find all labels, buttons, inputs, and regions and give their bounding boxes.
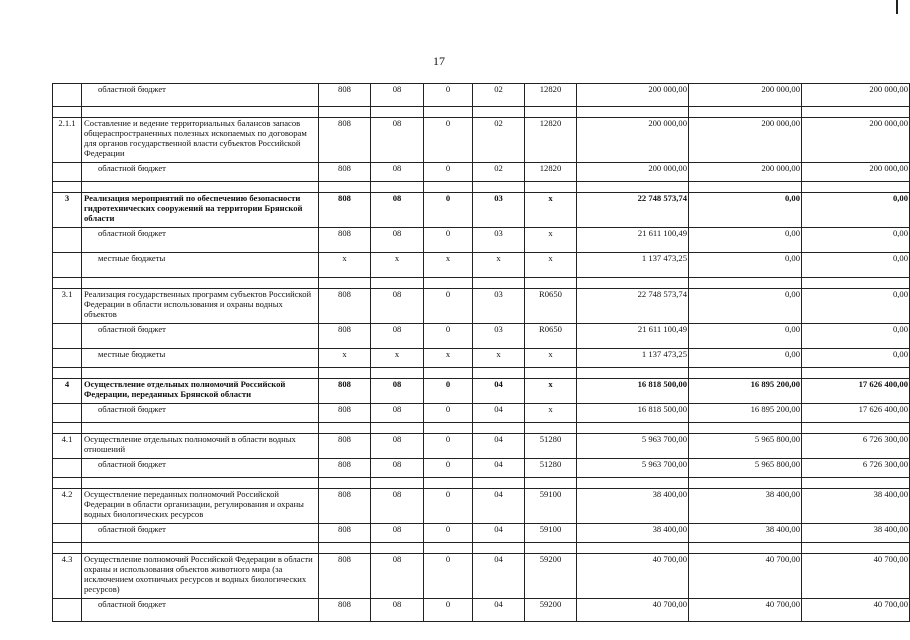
code-section-cell: х bbox=[371, 253, 424, 278]
row-number-cell bbox=[53, 404, 82, 423]
code-direction-cell: 59100 bbox=[525, 524, 577, 543]
spacer-cell bbox=[802, 368, 910, 379]
code-direction-cell: R0650 bbox=[525, 324, 577, 349]
code-program-cell: 0 bbox=[424, 404, 473, 423]
spacer-cell bbox=[577, 182, 689, 193]
code-direction-cell: х bbox=[525, 379, 577, 404]
spacer-cell bbox=[689, 368, 802, 379]
code-direction-cell: 12820 bbox=[525, 163, 577, 182]
spacer-cell bbox=[82, 423, 319, 434]
code-direction-cell: 12820 bbox=[525, 118, 577, 163]
code-subprogram-cell: 03 bbox=[473, 193, 525, 228]
code-grbs-cell: 808 bbox=[319, 379, 371, 404]
row-number-cell bbox=[53, 599, 82, 622]
code-grbs-cell: 808 bbox=[319, 434, 371, 459]
spacer-cell bbox=[371, 182, 424, 193]
spacer-cell bbox=[689, 423, 802, 434]
code-direction-cell: х bbox=[525, 349, 577, 368]
row-number-cell bbox=[53, 459, 82, 478]
amount-year1-cell: 200 000,00 bbox=[577, 84, 689, 107]
spacer-cell bbox=[82, 543, 319, 554]
spacer-cell bbox=[82, 107, 319, 118]
description-cell: областной бюджет bbox=[82, 524, 319, 543]
spacer-cell bbox=[53, 278, 82, 289]
spacer-cell bbox=[802, 543, 910, 554]
amount-year1-cell: 16 818 500,00 bbox=[577, 404, 689, 423]
amount-year1-cell: 22 748 573,74 bbox=[577, 193, 689, 228]
code-program-cell: 0 bbox=[424, 434, 473, 459]
spacer-cell bbox=[319, 368, 371, 379]
description-cell: местные бюджеты bbox=[82, 349, 319, 368]
code-program-cell: 0 bbox=[424, 524, 473, 543]
spacer-row bbox=[53, 368, 910, 379]
code-subprogram-cell: 04 bbox=[473, 459, 525, 478]
amount-year2-cell: 5 965 800,00 bbox=[689, 434, 802, 459]
code-program-cell: 0 bbox=[424, 289, 473, 324]
description-cell: Осуществление отдельных полномочий Российской Федерации, переданных Брянской области bbox=[82, 379, 319, 404]
code-direction-cell: R0650 bbox=[525, 289, 577, 324]
description-cell: областной бюджет bbox=[82, 84, 319, 107]
spacer-cell bbox=[689, 478, 802, 489]
amount-year3-cell: 6 726 300,00 bbox=[802, 459, 910, 478]
amount-year2-cell: 16 895 200,00 bbox=[689, 379, 802, 404]
code-direction-cell: 59200 bbox=[525, 554, 577, 599]
spacer-cell bbox=[53, 182, 82, 193]
spacer-cell bbox=[53, 423, 82, 434]
table-row bbox=[53, 324, 910, 349]
spacer-cell bbox=[424, 543, 473, 554]
amount-year2-cell: 200 000,00 bbox=[689, 163, 802, 182]
code-grbs-cell: 808 bbox=[319, 554, 371, 599]
code-section-cell: 08 bbox=[371, 459, 424, 478]
code-section-cell: 08 bbox=[371, 524, 424, 543]
spacer-row bbox=[53, 543, 910, 554]
spacer-cell bbox=[371, 107, 424, 118]
code-direction-cell: х bbox=[525, 228, 577, 253]
code-program-cell: х bbox=[424, 253, 473, 278]
spacer-cell bbox=[802, 478, 910, 489]
spacer-cell bbox=[525, 478, 577, 489]
description-cell: местные бюджеты bbox=[82, 253, 319, 278]
spacer-row bbox=[53, 423, 910, 434]
spacer-cell bbox=[577, 423, 689, 434]
spacer-cell bbox=[371, 543, 424, 554]
amount-year2-cell: 38 400,00 bbox=[689, 524, 802, 543]
amount-year1-cell: 38 400,00 bbox=[577, 524, 689, 543]
code-section-cell: 08 bbox=[371, 118, 424, 163]
amount-year2-cell: 40 700,00 bbox=[689, 554, 802, 599]
amount-year2-cell: 38 400,00 bbox=[689, 489, 802, 524]
spacer-cell bbox=[802, 182, 910, 193]
table-row bbox=[53, 163, 910, 182]
amount-year2-cell: 0,00 bbox=[689, 228, 802, 253]
spacer-cell bbox=[473, 423, 525, 434]
code-direction-cell: 59200 bbox=[525, 599, 577, 622]
spacer-cell bbox=[319, 278, 371, 289]
table-row bbox=[53, 459, 910, 478]
spacer-cell bbox=[53, 368, 82, 379]
spacer-cell bbox=[577, 368, 689, 379]
spacer-cell bbox=[473, 368, 525, 379]
code-section-cell: 08 bbox=[371, 379, 424, 404]
row-number-cell: 3.1 bbox=[53, 289, 82, 324]
amount-year1-cell: 40 700,00 bbox=[577, 554, 689, 599]
amount-year3-cell: 0,00 bbox=[802, 289, 910, 324]
code-grbs-cell: 808 bbox=[319, 289, 371, 324]
code-subprogram-cell: 04 bbox=[473, 379, 525, 404]
description-cell: областной бюджет bbox=[82, 459, 319, 478]
code-subprogram-cell: х bbox=[473, 253, 525, 278]
code-subprogram-cell: 03 bbox=[473, 324, 525, 349]
table-row bbox=[53, 118, 910, 163]
code-subprogram-cell: 04 bbox=[473, 524, 525, 543]
code-subprogram-cell: 04 bbox=[473, 599, 525, 622]
spacer-row bbox=[53, 278, 910, 289]
spacer-row bbox=[53, 182, 910, 193]
row-number-cell: 2.1.1 bbox=[53, 118, 82, 163]
spacer-cell bbox=[689, 107, 802, 118]
code-program-cell: х bbox=[424, 349, 473, 368]
code-direction-cell: х bbox=[525, 404, 577, 423]
spacer-cell bbox=[525, 107, 577, 118]
amount-year1-cell: 22 748 573,74 bbox=[577, 289, 689, 324]
code-section-cell: 08 bbox=[371, 434, 424, 459]
row-number-cell: 3 bbox=[53, 193, 82, 228]
budget-table bbox=[52, 83, 910, 622]
spacer-cell bbox=[319, 423, 371, 434]
table-row bbox=[53, 489, 910, 524]
spacer-cell bbox=[802, 423, 910, 434]
amount-year2-cell: 5 965 800,00 bbox=[689, 459, 802, 478]
code-grbs-cell: 808 bbox=[319, 163, 371, 182]
description-cell: областной бюджет bbox=[82, 228, 319, 253]
table-row bbox=[53, 84, 910, 107]
amount-year3-cell: 17 626 400,00 bbox=[802, 404, 910, 423]
code-program-cell: 0 bbox=[424, 599, 473, 622]
spacer-cell bbox=[525, 278, 577, 289]
spacer-cell bbox=[371, 423, 424, 434]
table-row bbox=[53, 554, 910, 599]
code-subprogram-cell: 04 bbox=[473, 489, 525, 524]
code-direction-cell: х bbox=[525, 193, 577, 228]
spacer-cell bbox=[424, 107, 473, 118]
amount-year3-cell: 0,00 bbox=[802, 324, 910, 349]
row-number-cell: 4.2 bbox=[53, 489, 82, 524]
description-cell: областной бюджет bbox=[82, 599, 319, 622]
spacer-cell bbox=[424, 278, 473, 289]
description-cell: Осуществление полномочий Российской Федерации в области охраны и использования объектов животного мира (за исключением охотничьих ресурсов и водных биологических ресурсов) bbox=[82, 554, 319, 599]
amount-year1-cell: 16 818 500,00 bbox=[577, 379, 689, 404]
spacer-cell bbox=[577, 478, 689, 489]
spacer-cell bbox=[473, 543, 525, 554]
table-row bbox=[53, 434, 910, 459]
spacer-cell bbox=[82, 478, 319, 489]
spacer-cell bbox=[577, 543, 689, 554]
code-grbs-cell: 808 bbox=[319, 324, 371, 349]
amount-year3-cell: 6 726 300,00 bbox=[802, 434, 910, 459]
row-number-cell: 4 bbox=[53, 379, 82, 404]
code-program-cell: 0 bbox=[424, 324, 473, 349]
amount-year3-cell: 200 000,00 bbox=[802, 118, 910, 163]
description-cell: Осуществление переданных полномочий Российской Федерации в области организации, регулирования и охраны водных биологических ресурсов bbox=[82, 489, 319, 524]
spacer-cell bbox=[319, 478, 371, 489]
row-number-cell: 4.1 bbox=[53, 434, 82, 459]
code-direction-cell: х bbox=[525, 253, 577, 278]
amount-year1-cell: 5 963 700,00 bbox=[577, 434, 689, 459]
amount-year1-cell: 21 611 100,49 bbox=[577, 228, 689, 253]
amount-year2-cell: 0,00 bbox=[689, 289, 802, 324]
spacer-cell bbox=[82, 368, 319, 379]
code-section-cell: 08 bbox=[371, 599, 424, 622]
code-subprogram-cell: 03 bbox=[473, 289, 525, 324]
spacer-cell bbox=[802, 107, 910, 118]
row-number-cell: 4.3 bbox=[53, 554, 82, 599]
spacer-cell bbox=[53, 107, 82, 118]
amount-year3-cell: 38 400,00 bbox=[802, 489, 910, 524]
spacer-cell bbox=[371, 368, 424, 379]
table-row bbox=[53, 379, 910, 404]
amount-year2-cell: 200 000,00 bbox=[689, 84, 802, 107]
code-subprogram-cell: х bbox=[473, 349, 525, 368]
amount-year3-cell: 200 000,00 bbox=[802, 163, 910, 182]
code-grbs-cell: 808 bbox=[319, 524, 371, 543]
code-grbs-cell: 808 bbox=[319, 404, 371, 423]
spacer-row bbox=[53, 107, 910, 118]
table-row bbox=[53, 349, 910, 368]
code-program-cell: 0 bbox=[424, 554, 473, 599]
spacer-cell bbox=[473, 478, 525, 489]
amount-year3-cell: 0,00 bbox=[802, 349, 910, 368]
spacer-cell bbox=[525, 182, 577, 193]
table-row bbox=[53, 228, 910, 253]
code-section-cell: 08 bbox=[371, 289, 424, 324]
code-section-cell: 08 bbox=[371, 163, 424, 182]
amount-year3-cell: 38 400,00 bbox=[802, 524, 910, 543]
code-grbs-cell: 808 bbox=[319, 599, 371, 622]
description-cell: Реализация мероприятий по обеспечению безопасности гидротехнических сооружений на территории Брянской области bbox=[82, 193, 319, 228]
spacer-cell bbox=[473, 182, 525, 193]
code-program-cell: 0 bbox=[424, 379, 473, 404]
code-grbs-cell: 808 bbox=[319, 489, 371, 524]
spacer-cell bbox=[525, 423, 577, 434]
amount-year3-cell: 0,00 bbox=[802, 228, 910, 253]
amount-year3-cell: 40 700,00 bbox=[802, 599, 910, 622]
spacer-cell bbox=[689, 543, 802, 554]
spacer-cell bbox=[577, 107, 689, 118]
spacer-cell bbox=[53, 478, 82, 489]
amount-year3-cell: 0,00 bbox=[802, 253, 910, 278]
description-cell: Составление и ведение территориальных балансов запасов общераспространенных полезных ископаемых по договорам для органов государственной власти субъектов Российской Федерации bbox=[82, 118, 319, 163]
spacer-cell bbox=[319, 182, 371, 193]
code-section-cell: 08 bbox=[371, 489, 424, 524]
spacer-cell bbox=[82, 182, 319, 193]
spacer-cell bbox=[525, 543, 577, 554]
amount-year1-cell: 40 700,00 bbox=[577, 599, 689, 622]
amount-year2-cell: 200 000,00 bbox=[689, 118, 802, 163]
description-cell: областной бюджет bbox=[82, 324, 319, 349]
code-subprogram-cell: 02 bbox=[473, 163, 525, 182]
code-subprogram-cell: 02 bbox=[473, 84, 525, 107]
code-direction-cell: 12820 bbox=[525, 84, 577, 107]
code-direction-cell: 59100 bbox=[525, 489, 577, 524]
table-row bbox=[53, 289, 910, 324]
amount-year2-cell: 16 895 200,00 bbox=[689, 404, 802, 423]
code-section-cell: х bbox=[371, 349, 424, 368]
description-cell: Реализация государственных программ субъектов Российской Федерации в области использования и охраны водных объектов bbox=[82, 289, 319, 324]
code-program-cell: 0 bbox=[424, 228, 473, 253]
row-number-cell bbox=[53, 228, 82, 253]
table-row bbox=[53, 599, 910, 622]
code-grbs-cell: 808 bbox=[319, 118, 371, 163]
amount-year1-cell: 5 963 700,00 bbox=[577, 459, 689, 478]
code-section-cell: 08 bbox=[371, 324, 424, 349]
amount-year3-cell: 40 700,00 bbox=[802, 554, 910, 599]
code-program-cell: 0 bbox=[424, 163, 473, 182]
spacer-cell bbox=[424, 368, 473, 379]
spacer-cell bbox=[371, 478, 424, 489]
row-number-cell bbox=[53, 349, 82, 368]
code-direction-cell: 51280 bbox=[525, 434, 577, 459]
amount-year2-cell: 0,00 bbox=[689, 324, 802, 349]
page-number: 17 bbox=[433, 54, 445, 68]
row-number-cell bbox=[53, 524, 82, 543]
code-program-cell: 0 bbox=[424, 118, 473, 163]
amount-year2-cell: 40 700,00 bbox=[689, 599, 802, 622]
spacer-row bbox=[53, 478, 910, 489]
spacer-cell bbox=[802, 278, 910, 289]
spacer-cell bbox=[689, 182, 802, 193]
amount-year1-cell: 1 137 473,25 bbox=[577, 253, 689, 278]
code-grbs-cell: 808 bbox=[319, 193, 371, 228]
amount-year1-cell: 1 137 473,25 bbox=[577, 349, 689, 368]
spacer-cell bbox=[473, 278, 525, 289]
spacer-cell bbox=[319, 107, 371, 118]
code-subprogram-cell: 04 bbox=[473, 404, 525, 423]
code-subprogram-cell: 03 bbox=[473, 228, 525, 253]
code-subprogram-cell: 04 bbox=[473, 434, 525, 459]
spacer-cell bbox=[525, 368, 577, 379]
amount-year3-cell: 200 000,00 bbox=[802, 84, 910, 107]
code-section-cell: 08 bbox=[371, 404, 424, 423]
amount-year1-cell: 38 400,00 bbox=[577, 489, 689, 524]
code-direction-cell: 51280 bbox=[525, 459, 577, 478]
code-section-cell: 08 bbox=[371, 554, 424, 599]
code-grbs-cell: х bbox=[319, 349, 371, 368]
spacer-cell bbox=[424, 182, 473, 193]
code-grbs-cell: 808 bbox=[319, 459, 371, 478]
row-number-cell bbox=[53, 163, 82, 182]
amount-year1-cell: 200 000,00 bbox=[577, 118, 689, 163]
table-body bbox=[53, 84, 910, 622]
spacer-cell bbox=[424, 478, 473, 489]
code-program-cell: 0 bbox=[424, 489, 473, 524]
code-grbs-cell: х bbox=[319, 253, 371, 278]
code-program-cell: 0 bbox=[424, 193, 473, 228]
table-row bbox=[53, 193, 910, 228]
amount-year1-cell: 200 000,00 bbox=[577, 163, 689, 182]
code-grbs-cell: 808 bbox=[319, 84, 371, 107]
table-row bbox=[53, 253, 910, 278]
spacer-cell bbox=[689, 278, 802, 289]
table-row bbox=[53, 524, 910, 543]
code-subprogram-cell: 04 bbox=[473, 554, 525, 599]
code-section-cell: 08 bbox=[371, 84, 424, 107]
spacer-cell bbox=[82, 278, 319, 289]
code-program-cell: 0 bbox=[424, 459, 473, 478]
amount-year3-cell: 17 626 400,00 bbox=[802, 379, 910, 404]
row-number-cell bbox=[53, 253, 82, 278]
spacer-cell bbox=[473, 107, 525, 118]
amount-year2-cell: 0,00 bbox=[689, 253, 802, 278]
spacer-cell bbox=[371, 278, 424, 289]
code-subprogram-cell: 02 bbox=[473, 118, 525, 163]
amount-year1-cell: 21 611 100,49 bbox=[577, 324, 689, 349]
spacer-cell bbox=[319, 543, 371, 554]
code-section-cell: 08 bbox=[371, 193, 424, 228]
row-number-cell bbox=[53, 84, 82, 107]
table-row bbox=[53, 404, 910, 423]
spacer-cell bbox=[577, 278, 689, 289]
description-cell: Осуществление отдельных полномочий в области водных отношений bbox=[82, 434, 319, 459]
amount-year2-cell: 0,00 bbox=[689, 193, 802, 228]
code-grbs-cell: 808 bbox=[319, 228, 371, 253]
spacer-cell bbox=[424, 423, 473, 434]
spacer-cell bbox=[53, 543, 82, 554]
amount-year2-cell: 0,00 bbox=[689, 349, 802, 368]
scan-edge-mark bbox=[896, 0, 898, 14]
description-cell: областной бюджет bbox=[82, 404, 319, 423]
amount-year3-cell: 0,00 bbox=[802, 193, 910, 228]
row-number-cell bbox=[53, 324, 82, 349]
code-program-cell: 0 bbox=[424, 84, 473, 107]
description-cell: областной бюджет bbox=[82, 163, 319, 182]
code-section-cell: 08 bbox=[371, 228, 424, 253]
